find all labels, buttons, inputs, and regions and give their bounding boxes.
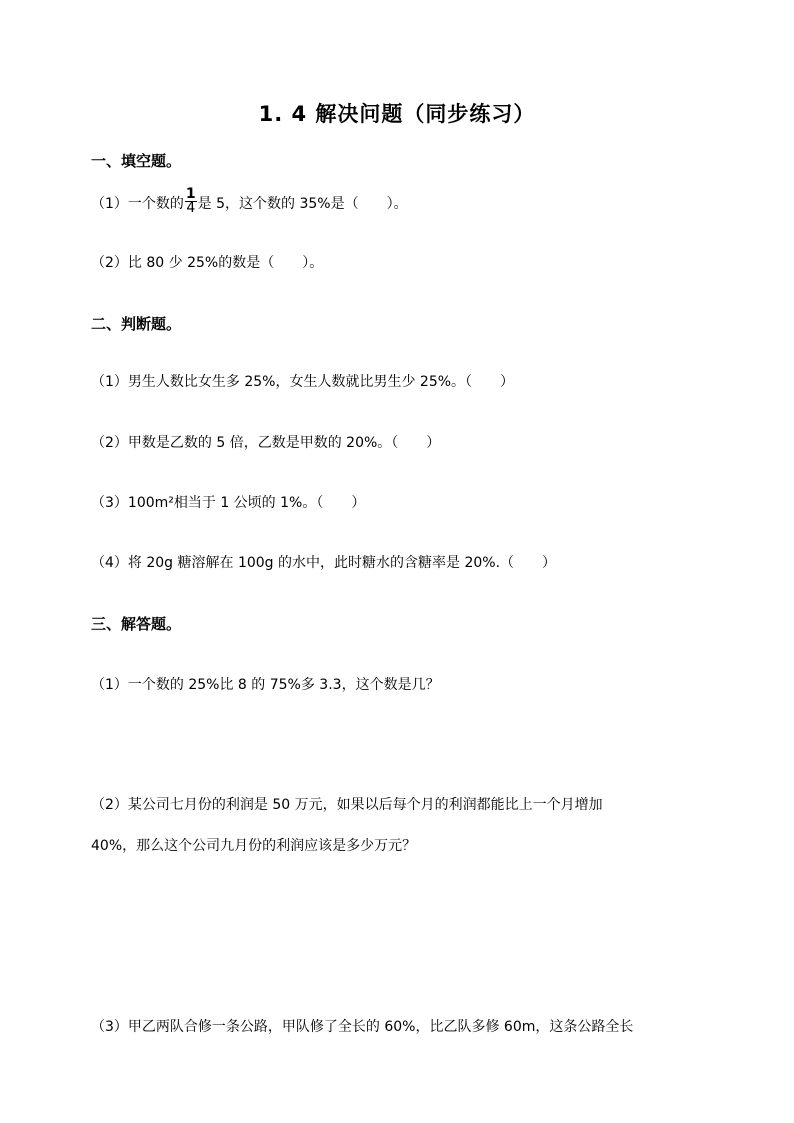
section-heading-fill: 一、填空题。 (91, 152, 182, 170)
fraction-numerator: 1 (185, 186, 196, 202)
fraction (185, 188, 197, 215)
judge-question-2: （2）甲数是乙数的 5 倍，乙数是甲数的 20%。（ ） (91, 435, 441, 451)
page-title: 1. 4 解决问题（同步练习） (258, 102, 536, 126)
section-heading-solve: 三、解答题。 (91, 615, 182, 633)
solve-question-1: （1）一个数的 25%比 8 的 75%多 3.3，这个数是几？ (91, 677, 440, 693)
section-heading-judge: 二、判断题。 (91, 315, 182, 333)
judge-question-4: （4）将 20g 糖溶解在 100g 的水中，此时糖水的含糖率是 20%.（ ） (91, 555, 557, 571)
solve-question-2-line-1: （2）某公司七月份的利润是 50 万元，如果以后每个月的利润都能比上一个月增加 (91, 797, 603, 813)
solve-question-2-line-2: 40%，那么这个公司九月份的利润应该是多少万元？ (91, 838, 417, 854)
fill-question-2: （2）比 80 少 25%的数是（ ）。 (91, 255, 324, 271)
fill-q1-suffix: 是 5，这个数的 35%是（ ）。 (197, 195, 408, 212)
judge-question-3: （3）100m²相当于 1 公顷的 1%。（ ） (91, 495, 366, 511)
fill-question-1 (91, 186, 408, 217)
judge-question-1: （1）男生人数比女生多 25%，女生人数就比男生少 25%。（ ） (91, 374, 515, 390)
fill-q1-prefix: （1）一个数的 (91, 195, 184, 212)
fraction-denominator: 4 (186, 200, 196, 216)
solve-question-3-line-1: （3）甲乙两队合修一条公路，甲队修了全长的 60%，比乙队多修 60m，这条公路全长 (91, 1019, 634, 1035)
